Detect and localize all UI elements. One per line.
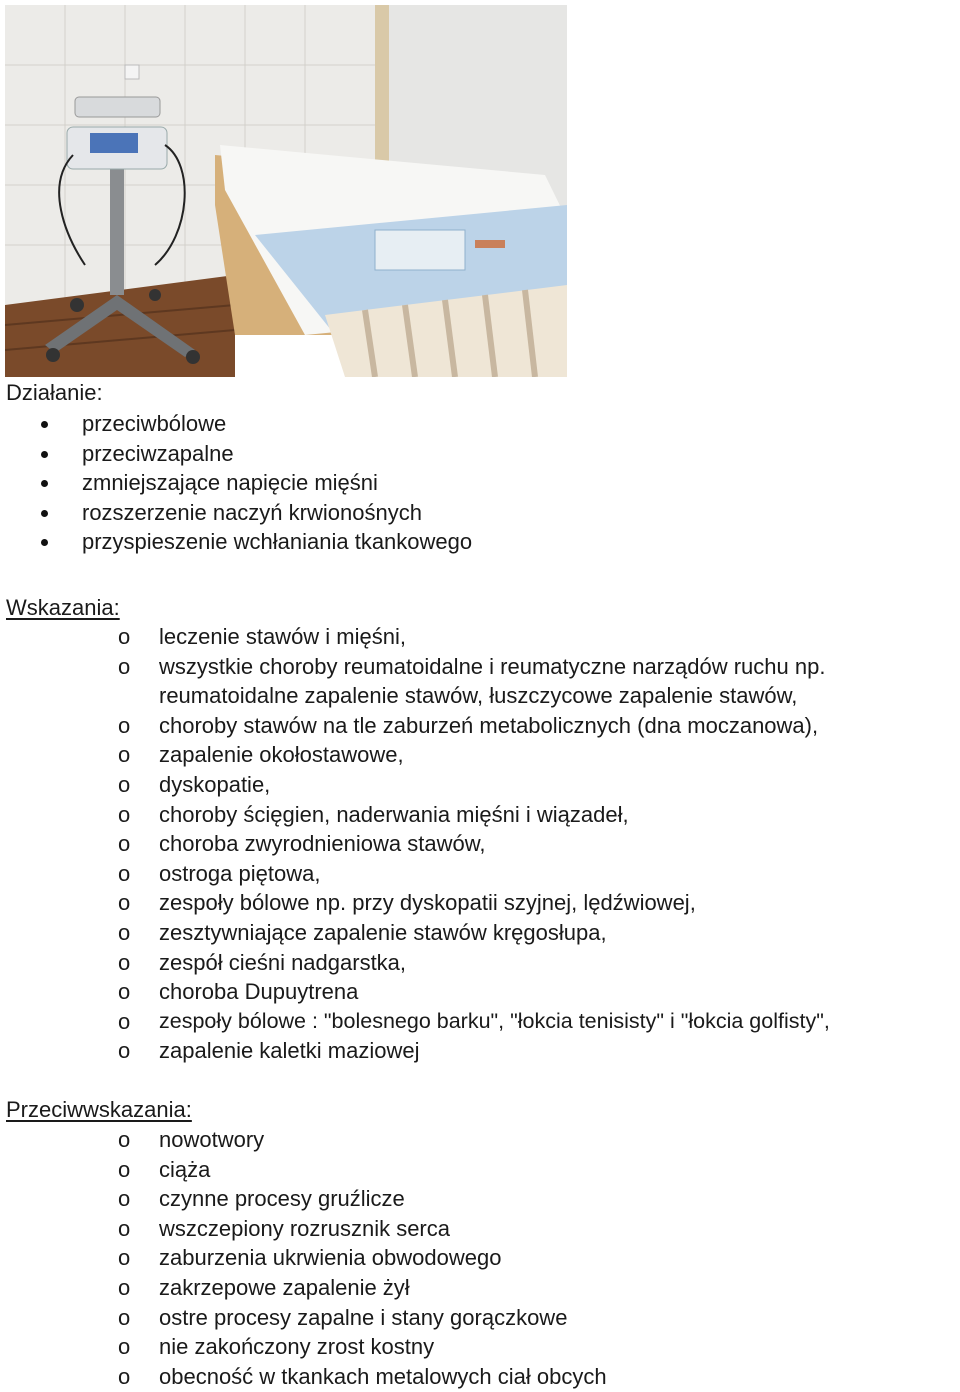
circle-bullet-icon: o <box>118 653 131 679</box>
circle-bullet-icon: o <box>118 712 131 738</box>
list-item: o zesztywniające zapalenie stawów kręgosłupa, <box>0 918 830 948</box>
list-item: o choroba zwyrodnieniowa stawów, <box>0 829 830 859</box>
bullet-icon <box>41 480 48 487</box>
section-title-wskazania: Wskazania: <box>6 595 120 620</box>
circle-bullet-icon: o <box>118 801 131 827</box>
list-item: o zaburzenia ukrwienia obwodowego <box>0 1243 607 1273</box>
list-item-continuation: reumatoidalne zapalenie stawów, łuszczycowe zapalenie stawów, <box>159 683 798 709</box>
list-item: przyspieszenie wchłaniania tkankowego <box>0 527 472 557</box>
circle-bullet-icon: o <box>118 771 131 797</box>
list-item: o zespoły bólowe : "bolesnego barku", "łokcia tenisisty" i "łokcia golfisty", <box>0 1007 830 1037</box>
circle-bullet-icon: o <box>118 1334 131 1360</box>
list-item: o ciąża <box>0 1155 607 1185</box>
list-item: o zespół cieśni nadgarstka, <box>0 948 830 978</box>
circle-bullet-icon: o <box>118 1127 131 1152</box>
circle-bullet-icon: o <box>118 1156 131 1182</box>
dzialanie-list <box>0 409 472 557</box>
list-item: zmniejszające napięcie mięśni <box>0 468 472 498</box>
list-item: przeciwzapalne <box>0 439 472 469</box>
bullet-icon <box>41 510 48 517</box>
circle-bullet-icon: o <box>118 1186 131 1212</box>
list-item: o nie zakończony zrost kostny <box>0 1332 607 1362</box>
list-item: o choroba Dupuytrena <box>0 977 830 1007</box>
list-item: o choroby stawów na tle zaburzeń metabolicznych (dna moczanowa), <box>0 711 830 741</box>
section-title-dzialanie: Działanie: <box>6 380 103 405</box>
circle-bullet-icon: o <box>118 919 131 945</box>
section-title-przeciwwskazania: Przeciwwskazania: <box>6 1097 192 1122</box>
circle-bullet-icon: o <box>118 1274 131 1300</box>
list-item: o choroby ścięgien, naderwania mięśni i wiązadeł, <box>0 800 830 830</box>
list-item: rozszerzenie naczyń krwionośnych <box>0 498 472 528</box>
circle-bullet-icon: o <box>118 1363 131 1389</box>
list-item: o ostre procesy zapalne i stany gorączkowe <box>0 1303 607 1333</box>
circle-bullet-icon: o <box>118 860 131 886</box>
circle-bullet-icon: o <box>118 1215 131 1241</box>
list-item: o czynne procesy gruźlicze <box>0 1184 607 1214</box>
circle-bullet-icon: o <box>118 1304 131 1330</box>
treatment-room-photo <box>5 5 567 377</box>
bullet-icon <box>41 451 48 458</box>
list-item: o zapalenie okołostawowe, <box>0 740 830 770</box>
bullet-icon <box>41 421 48 428</box>
circle-bullet-icon: o <box>118 1008 131 1034</box>
circle-bullet-icon: o <box>118 831 131 857</box>
list-item: o ostroga piętowa, <box>0 859 830 889</box>
circle-bullet-icon: o <box>118 979 131 1005</box>
list-item: o zapalenie kaletki maziowej <box>0 1036 830 1066</box>
circle-bullet-icon: o <box>118 949 131 975</box>
circle-bullet-icon: o <box>118 1245 131 1271</box>
przeciwwskazania-list <box>0 1125 607 1391</box>
list-item: o leczenie stawów i mięśni, <box>0 622 830 652</box>
list-item: o zespoły bólowe np. przy dyskopatii szyjnej, lędźwiowej, <box>0 888 830 918</box>
circle-bullet-icon: o <box>118 624 131 649</box>
circle-bullet-icon: o <box>118 742 131 768</box>
list-item: o nowotwory <box>0 1125 607 1155</box>
circle-bullet-icon: o <box>118 1038 131 1064</box>
list-item: o wszystkie choroby reumatoidalne i reumatyczne narządów ruchu np. <box>0 652 830 682</box>
list-item: o dyskopatie, <box>0 770 830 800</box>
list-item: o obecność w tkankach metalowych ciał obcych <box>0 1362 607 1392</box>
circle-bullet-icon: o <box>118 890 131 916</box>
list-item: o zakrzepowe zapalenie żył <box>0 1273 607 1303</box>
list-item: przeciwbólowe <box>0 409 472 439</box>
list-item: o wszczepiony rozrusznik serca <box>0 1214 607 1244</box>
wskazania-list <box>0 622 830 1066</box>
bullet-icon <box>41 539 48 546</box>
